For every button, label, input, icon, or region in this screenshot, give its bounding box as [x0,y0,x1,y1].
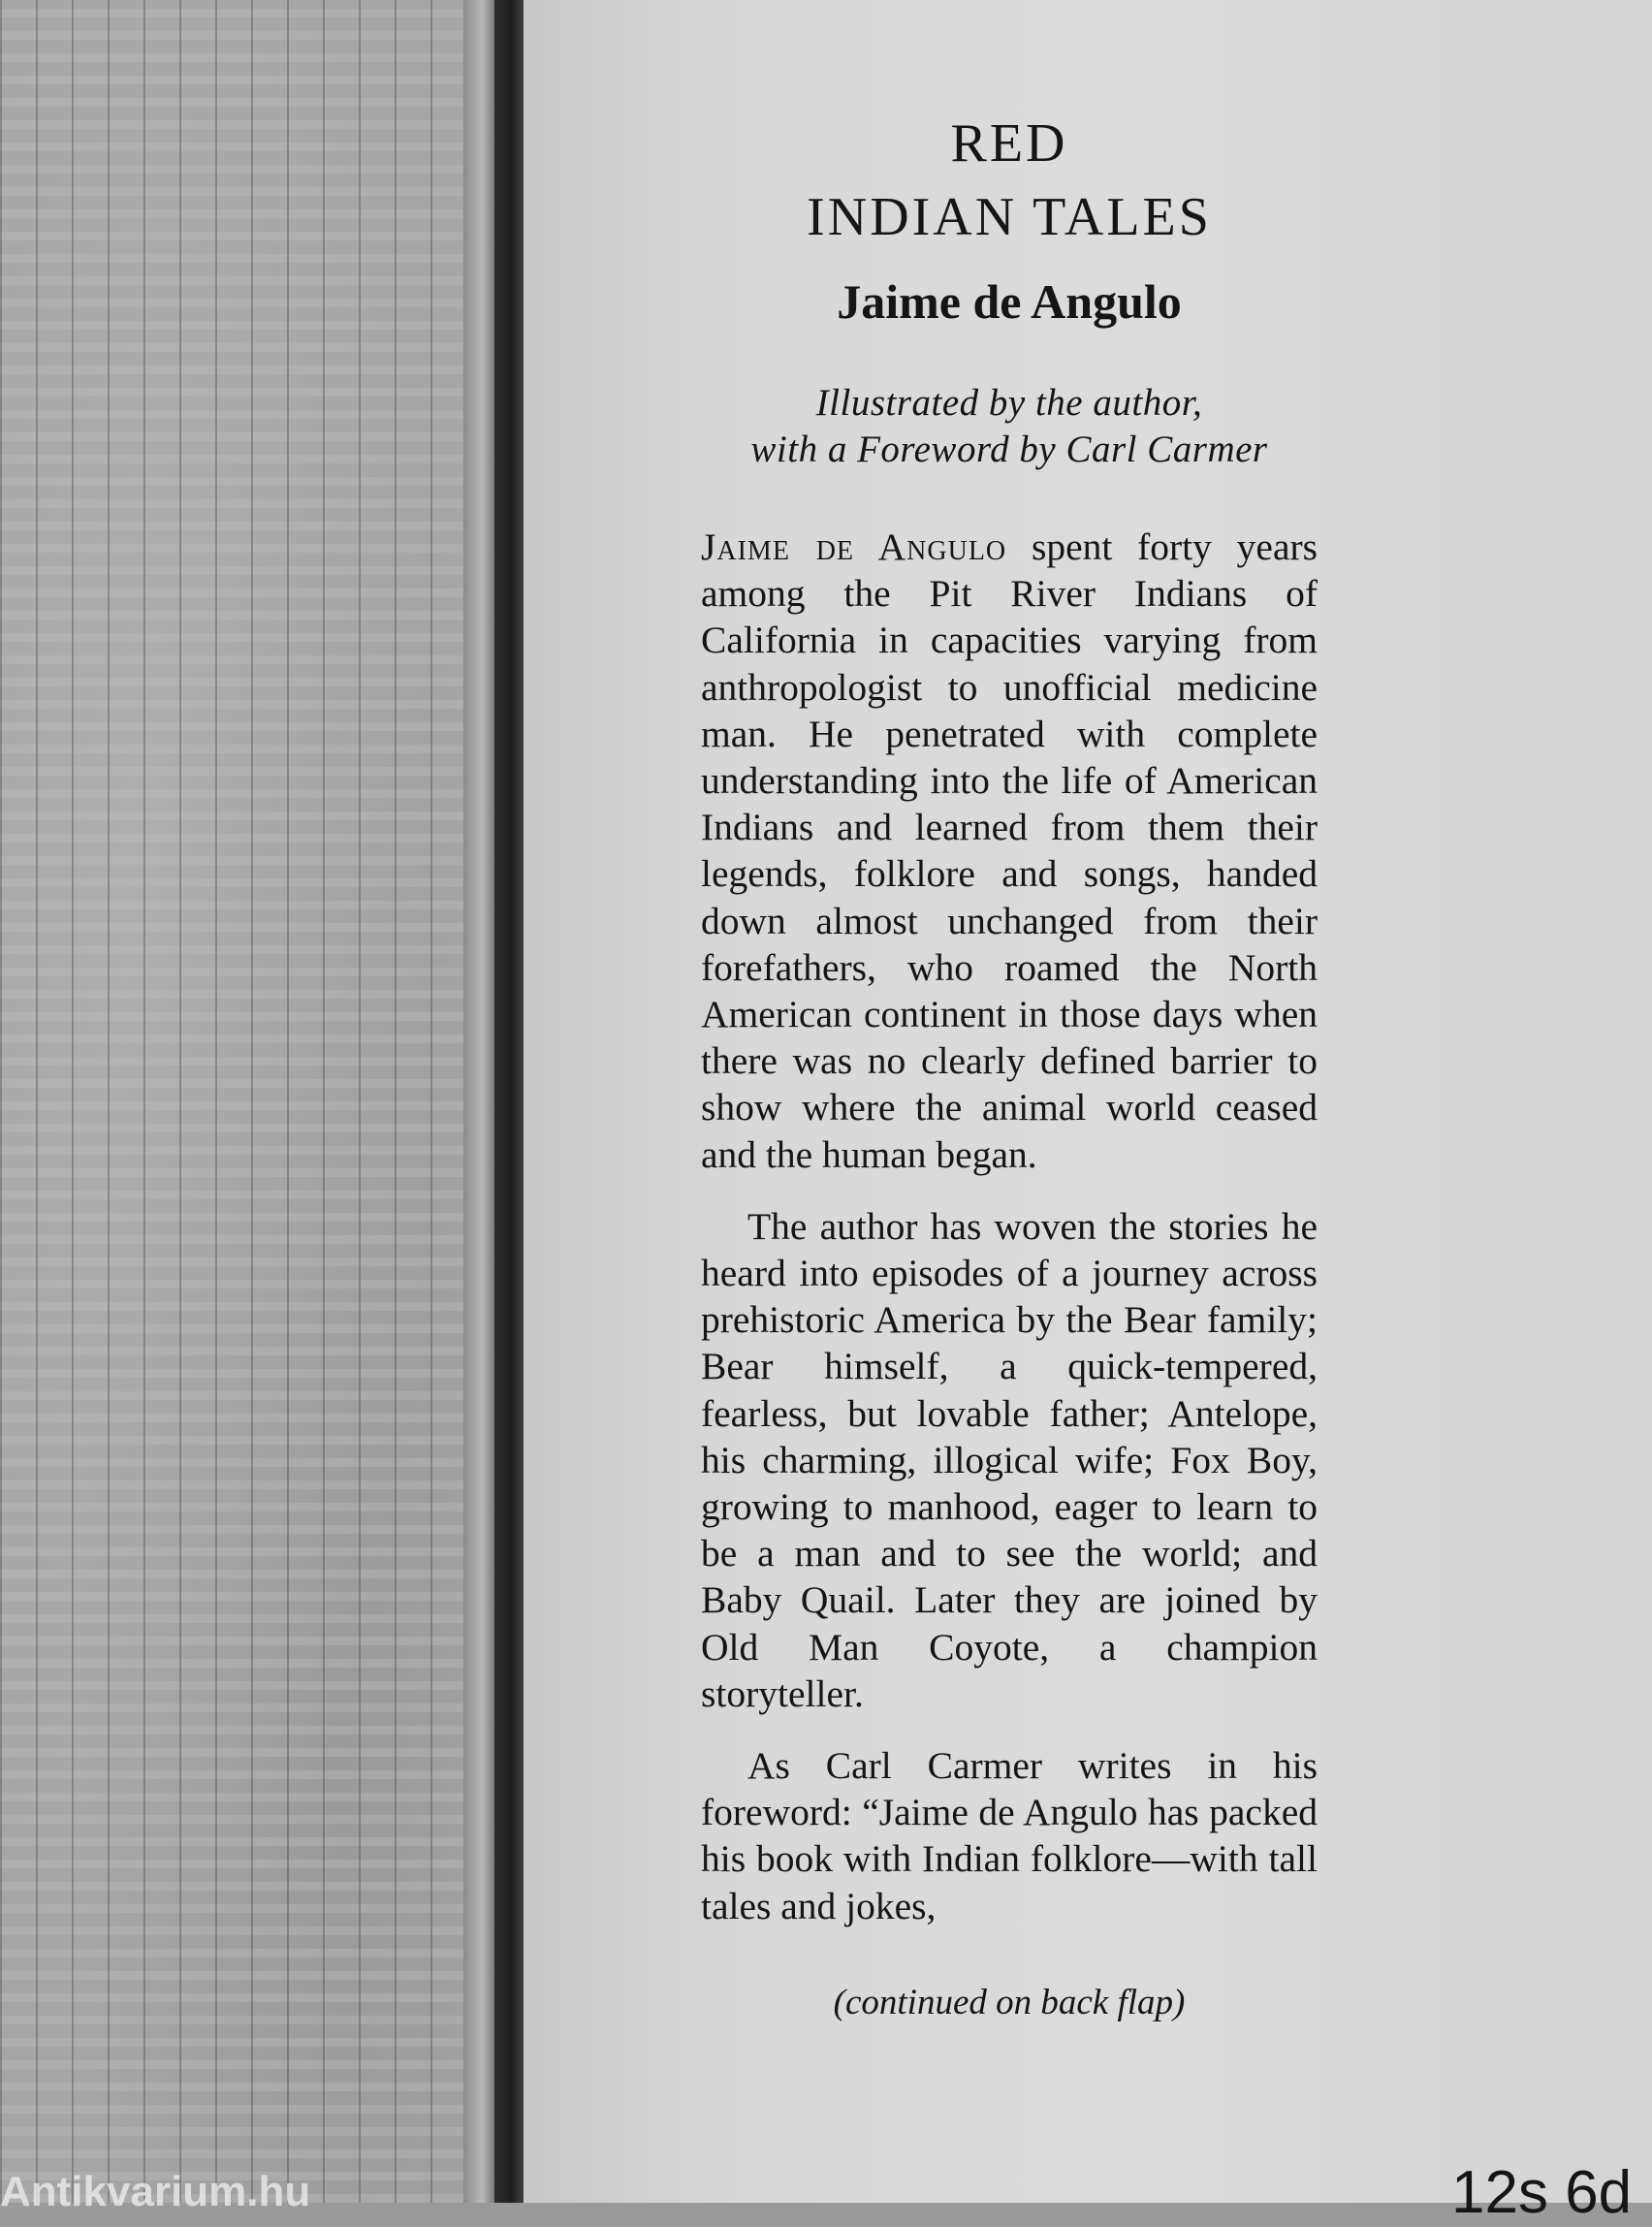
paragraph-3: As Carl Carmer writes in his foreword: “Jaime de Angulo has packed his book with Indian folklore—with tall tales and jokes, [701,1744,1318,1927]
book-cover-board [0,0,494,2203]
flap-text-block [701,107,1318,2023]
paragraph-2: The author has woven the stories he heard into episodes of a journey across prehistoric America by the Bear family; Bear himself, a quick-tempered, fearless, but lovable father; Antelope, his charming, illogical wife; Fox Boy, growing to manhood, eager to learn to be a man and to see the world; and Baby Quail. Later they are joined by Old Man Coyote, a champion storyteller. [701,1204,1318,1715]
price-label: 12s 6d [1451,2159,1633,2226]
author-name: Jaime de Angulo [837,274,1182,329]
paragraph-1-body: spent forty years among the Pit River Indians of California in capacities varying from anthropologist to unofficial medicine man. He penetrated with complete understanding into the life of American Indians and learned from them their legends, folklore and songs, handed down almost unchanged from their forefathers, who roamed the North American continent in those days when there was no clearly defined barrier to show where the animal world ceased and the human began. [701,525,1318,1176]
paragraph-1-lead: Jaime de Angulo [701,525,1007,568]
credits-line-2: with a Foreword by Carl Carmer [750,429,1268,470]
title-line-2: INDIAN TALES [807,187,1212,247]
book-title [701,107,1318,254]
book-spine-shadow [494,0,524,2203]
watermark: Antikvarium.hu [0,2168,311,2215]
title-line-1: RED [950,113,1068,174]
credits [701,380,1318,473]
paragraph-1 [701,524,1318,1178]
credits-line-1: Illustrated by the author, [815,382,1203,424]
continued-note: (continued on back flap) [833,1982,1186,2022]
cover-board-edge [463,0,494,2203]
